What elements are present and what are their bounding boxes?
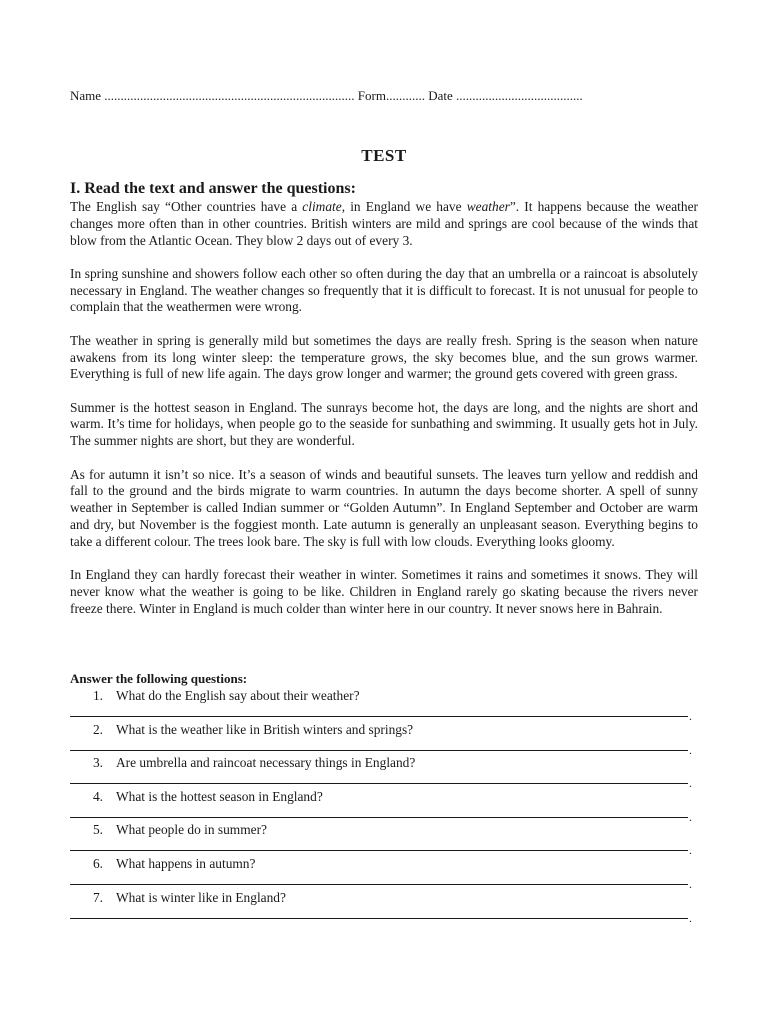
answer-line-end: . (689, 709, 692, 723)
question-item (70, 888, 698, 925)
passage-paragraph (70, 567, 698, 617)
answer-line-end: . (689, 809, 692, 824)
answer-line[interactable] (70, 817, 688, 818)
questions-heading: Answer the following questions: (70, 671, 248, 686)
passage-paragraph (70, 467, 698, 551)
question-item (70, 787, 698, 824)
paragraph-text: Summer is the hottest season in England. The sunrays become hot, the days are long, and the nights are short and warm. It’s time for holidays, when people go to the seaside for sunbathing and swimming. It usually gets hot in July. The summer nights are short, but they are wonderful. (70, 399, 698, 449)
question-label: What people do in summer? (116, 822, 267, 838)
paragraph-text: ”. It happens because the weather changes more often than in other countries. British winters are mild and springs are cool because of the winds that blow from the Atlantic Ocean. They blow 2 days out of every 3. (70, 199, 698, 248)
answer-line[interactable] (70, 918, 688, 919)
question-item (70, 854, 698, 891)
question-label: Are umbrella and raincoat necessary things in England? (116, 755, 416, 771)
passage-paragraph (70, 199, 698, 249)
answer-line-end: . (689, 742, 692, 757)
question-text (70, 688, 360, 704)
question-label: What is the hottest season in England? (116, 788, 323, 804)
question-label: What happens in autumn? (116, 855, 256, 871)
question-number: 7. (92, 889, 103, 905)
passage-paragraph (70, 333, 698, 383)
page-title: TEST (361, 146, 407, 165)
answer-line-end: . (689, 910, 692, 925)
answer-line[interactable] (70, 783, 688, 784)
reading-passage (70, 199, 698, 617)
question-item (70, 820, 698, 858)
question-text (70, 755, 415, 771)
question-list (70, 686, 698, 925)
question-label: What is winter like in England? (116, 889, 286, 905)
question-text (70, 722, 413, 738)
answer-line-end: . (689, 843, 692, 858)
question-number: 6. (92, 855, 103, 871)
question-item (70, 686, 698, 723)
question-number: 3. (92, 755, 103, 771)
question-number: 5. (92, 822, 103, 838)
answer-line[interactable] (70, 884, 688, 885)
paragraph-text: In England they can hardly forecast their weather in winter. Sometimes it rains and sometimes it snows. They will never know what the weather is going to be like. Children in England rarely go skating because the rivers never freeze there. Winter in England is much colder than winter here in our country. It never snows here in Bahrain. (70, 567, 698, 616)
answer-line[interactable] (70, 850, 688, 851)
question-label: What do the English say about their weather? (116, 688, 360, 703)
paragraph-text: The weather in spring is generally mild but sometimes the days are really fresh. Spring is the season when nature awakens from its long winter sleep: the temperature grows, the sky becomes blue, and the sun grows warmer. Everything is full of new life again. The days grow longer and warmer; the ground gets covered with green grass. (70, 332, 698, 382)
italic-term: climate (302, 199, 342, 214)
italic-term: weather (466, 199, 510, 214)
section-title: I. Read the text and answer the questions: (70, 180, 356, 197)
paragraph-text: As for autumn it isn’t so nice. It’s a season of winds and beautiful sunsets. The leaves turn yellow and reddish and fall to the ground and the birds migrate to warm countries. In autumn the days become shorter. A spell of sunny weather in September is called Indian summer or “Golden Autumn”. In England September and October are warm and dry, but November is the foggiest month. Late autumn is generally an unpleasant season. Everything begins to take a different colour. The trees look bare. The sky is full with low clouds. Everything looks gloomy. (70, 466, 698, 549)
answer-line-end: . (689, 776, 692, 791)
answer-line[interactable] (70, 750, 688, 751)
passage-paragraph (70, 266, 698, 316)
question-text (70, 856, 255, 872)
questions-section (70, 671, 698, 925)
question-item (70, 753, 698, 791)
question-number: 2. (92, 721, 103, 737)
question-number: 4. (92, 788, 103, 804)
question-text (70, 789, 323, 805)
passage-paragraph (70, 400, 698, 450)
paragraph-text: , in England we have (341, 199, 467, 214)
question-item (70, 720, 698, 757)
student-info-line: Name ............................................................................. Form............ Date ....................................... (70, 88, 583, 103)
question-number: 1. (92, 688, 103, 703)
question-label: What is the weather like in British winters and springs? (116, 721, 414, 737)
paragraph-text: In spring sunshine and showers follow each other so often during the day that an umbrella or a raincoat is absolutely necessary in England. The weather changes so frequently that it is difficult to forecast. It is not unusual for people to complain that the weathermen were wrong. (70, 265, 698, 315)
answer-line[interactable] (70, 716, 688, 717)
paragraph-text: The English say “Other countries have a (70, 199, 303, 214)
question-text (70, 890, 286, 906)
answer-line-end: . (689, 876, 692, 891)
question-text (70, 822, 267, 838)
